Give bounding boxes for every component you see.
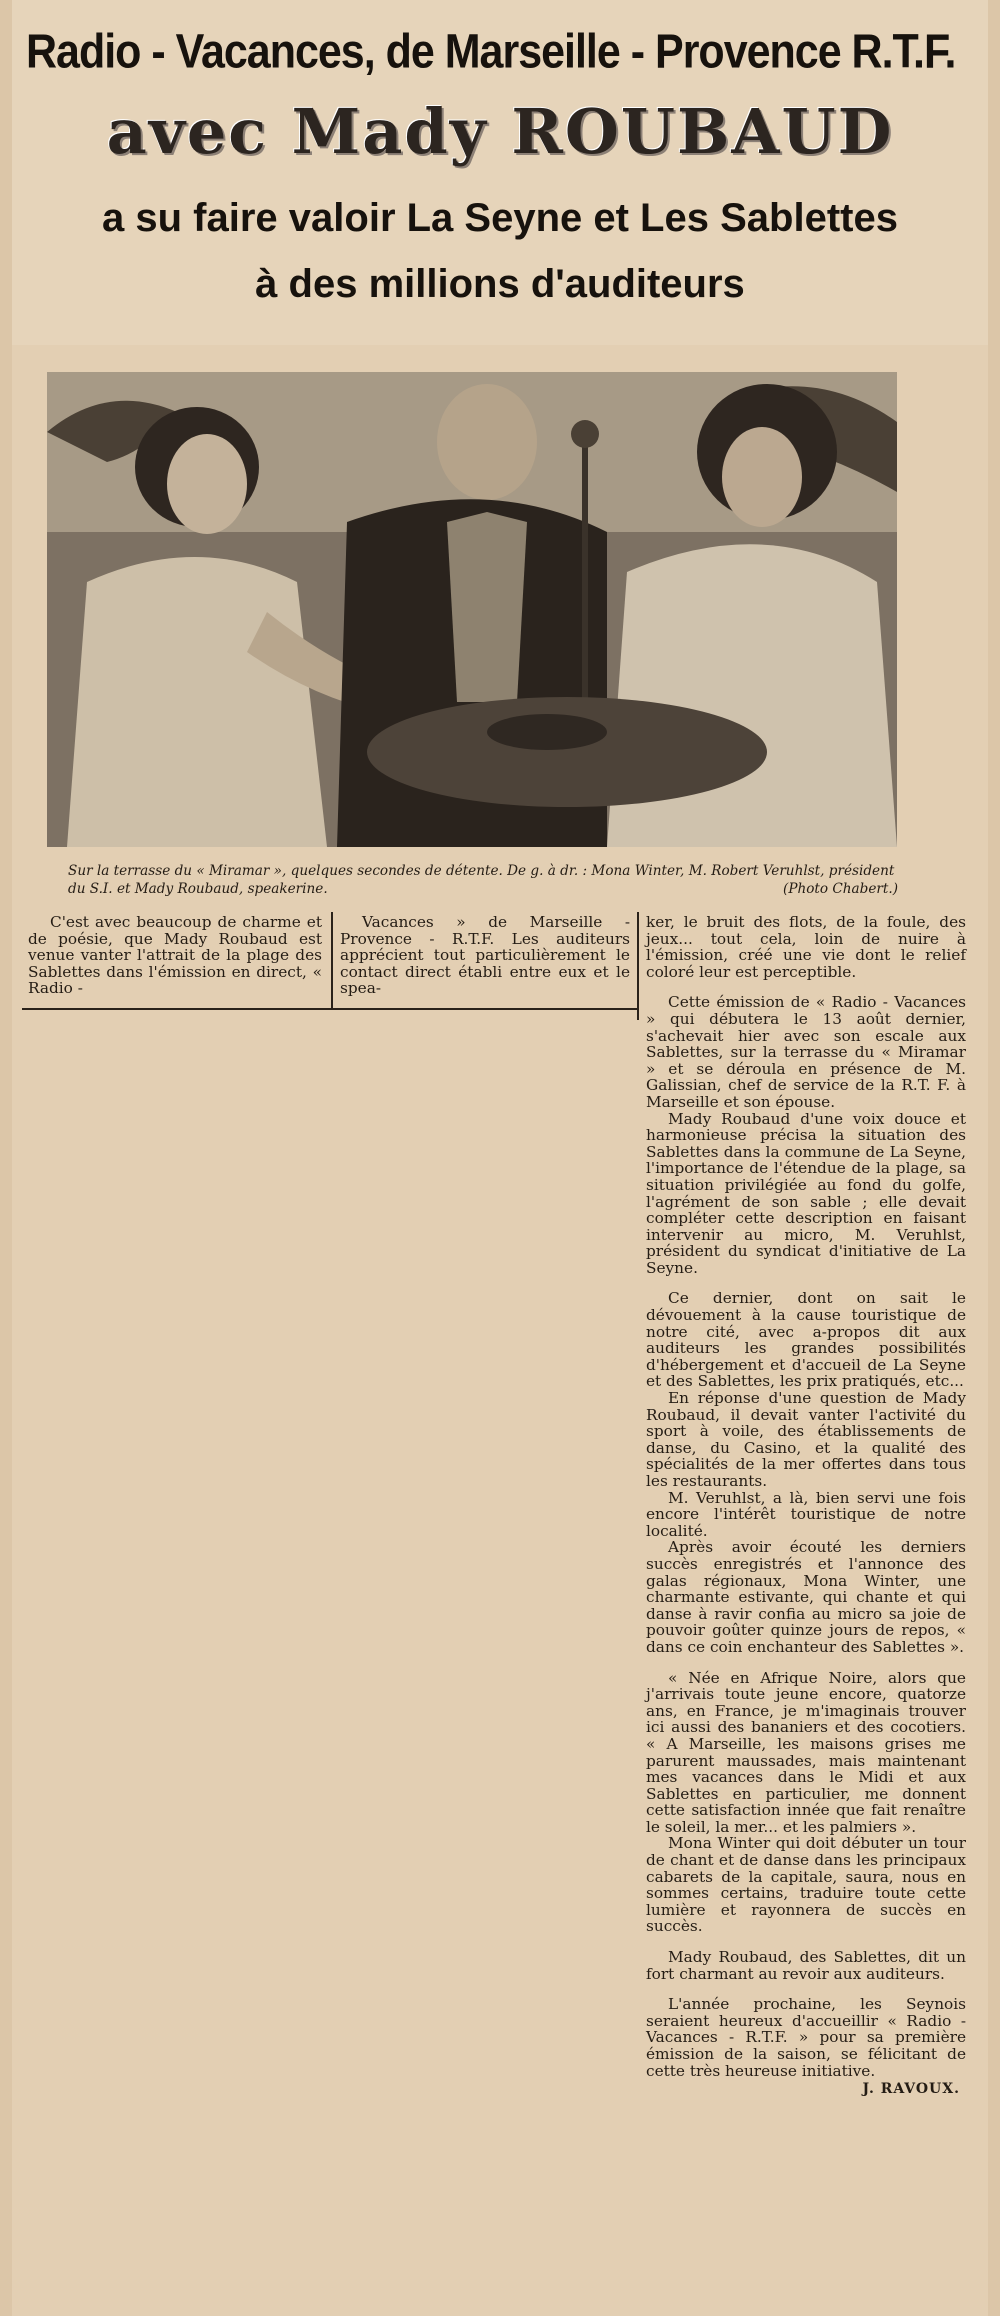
article-paragraph: Ce dernier, dont on sait le dévouement à la cause touristique de notre cité, avec a-propos dit aux auditeurs les grandes possibilités d'hébergement et d'accueil de La Seyne et des Sablettes, les prix pratiqués, etc...	[646, 1289, 966, 1391]
article-paragraph: Cette émission de « Radio - Vacances » qui débutera le 13 août dernier, s'achevait hier avec son escale aux Sablettes, sur la terrasse du « Miramar » et se déroula en présence de M. Galissian, chef de service de la R.T. F. à Marseille et son épouse.	[646, 993, 966, 1111]
headline-kicker: Radio - Vacances, de Marseille - Provence R.T.F.	[26, 25, 956, 79]
article-paragraph: Mady Roubaud, des Sablettes, dit un fort charmant au revoir aux auditeurs.	[646, 1948, 966, 1983]
article-paragraph: Mona Winter qui doit débuter un tour de chant et de danse dans les principaux cabarets de la capitale, saura, nous en sommes certains, traduire toute cette lumière et rayonnera de succès en succès.	[646, 1834, 966, 1936]
article-paragraph: « Née en Afrique Noire, alors que j'arrivais toute jeune encore, quatorze ans, en France, je m'imaginais trouver ici aussi des bananiers et des cocotiers. « A Marseille, les maisons grises me parurent maussades, mais maintenant mes vacances dans le Midi et aux Sablettes en particulier, me donnent cette satisfaction innée que fait renaître le soleil, la mer... et les palmiers ».	[646, 1668, 966, 1836]
article-paragraph: Vacances » de Marseille - Provence - R.T.F. Les auditeurs apprécient tout particulièrement le contact direct établi entre eux et le spea-	[340, 913, 630, 998]
headline-subtitle-line1: a su faire valoir La Seyne et Les Sablettes	[102, 196, 898, 240]
headline-band	[12, 0, 988, 345]
article-column-1	[28, 914, 322, 997]
article-paragraph: C'est avec beaucoup de charme et de poésie, que Mady Roubaud est venue vanter l'attrait de la plage des Sablettes dans l'émission en direct, « Radio -	[28, 913, 322, 998]
photo-caption-text: Sur la terrasse du « Miramar », quelques secondes de détente. De g. à dr. : Mona Winter, M. Robert Veruhlst, président du S.I. et Mady Roubaud, speakerine.	[68, 863, 895, 897]
article-paragraph: ker, le bruit des flots, de la foule, des jeux... tout cela, loin de nuire à l'émission, créé une vie dont le relief coloré leur est perceptible.	[646, 913, 966, 981]
article-paragraph: L'année prochaine, les Seynois seraient heureux d'accueillir « Radio - Vacances - R.T.F. » pour sa première émission de la saison, se félicitant de cette très heureuse initiative.	[646, 1995, 966, 2080]
column-rule-horizontal	[22, 1008, 638, 1010]
column-rule-vertical	[331, 912, 333, 1008]
photo-illustration	[47, 372, 897, 847]
article-paragraph: En réponse d'une question de Mady Roubaud, il devait vanter l'activité du sport à voile, des établissements de danse, du Casino, et la qualité des spécialités de la mer offertes dans tous les restaurants.	[646, 1389, 966, 1490]
article-paragraph: M. Veruhlst, a là, bien servi une fois encore l'intérêt touristique de notre localité.	[646, 1488, 966, 1540]
column-rule-vertical	[637, 912, 639, 1020]
article-column-2	[340, 914, 630, 997]
article-author: J. RAVOUX.	[862, 2081, 960, 2098]
article-paragraph: Mady Roubaud d'une voix douce et harmonieuse précisa la situation des Sablettes dans la commune de La Seyne, l'importance de l'étendue de la plage, sa situation privilégiée au fond du golfe, l'agrément de son sable ; elle devait compléter cette description en faisant intervenir au micro, M. Veruhlst, président du syndicat d'initiative de La Seyne.	[646, 1109, 966, 1277]
headline-title: avec Mady ROUBAUD	[106, 95, 894, 168]
article-paragraph: Après avoir écouté les derniers succès enregistrés et l'annonce des galas régionaux, Mona Winter, une charmante estivante, qui chante et qui danse à ravir confia au micro sa joie de pouvoir goûter quinze jours de repos, « dans ce coin enchanteur des Sablettes ».	[646, 1538, 966, 1656]
photo-credit: (Photo Chabert.)	[783, 881, 898, 897]
article-photo	[47, 372, 897, 847]
article-column-3	[646, 914, 966, 2098]
photo-caption	[68, 862, 898, 898]
headline-subtitle-line2: à des millions d'auditeurs	[255, 262, 745, 306]
